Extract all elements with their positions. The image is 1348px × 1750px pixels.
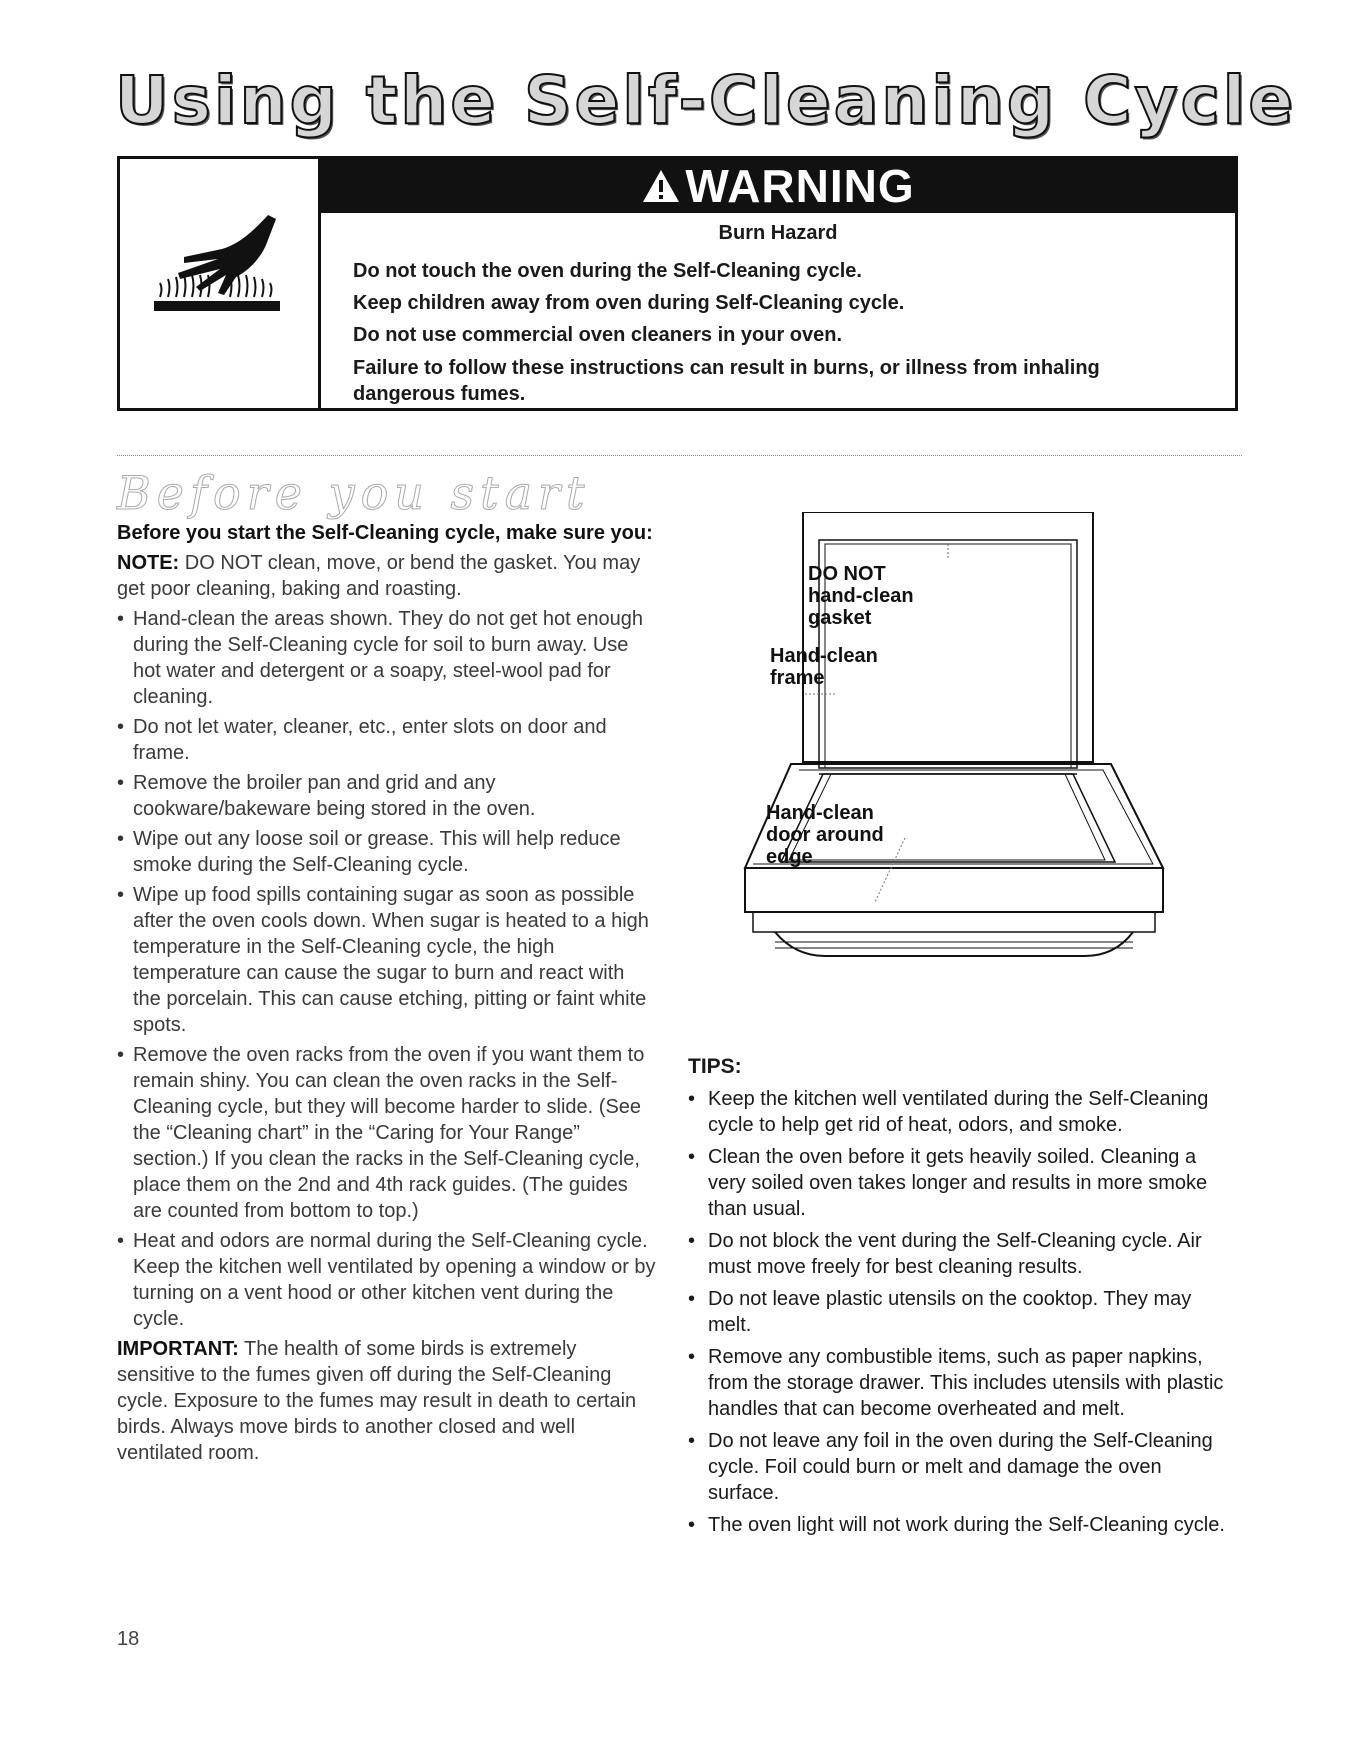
list-item: • Clean the oven before it gets heavily soiled. Cleaning a very soiled oven takes longer and results in more smoke than usual.: [688, 1144, 1228, 1222]
label-door-line: edge: [766, 846, 813, 868]
list-item: • Wipe out any loose soil or grease. This will help reduce smoke during the Self-Cleaning cycle.: [117, 826, 657, 878]
section-heading: Before you start: [117, 466, 591, 520]
before-start-list: [117, 606, 657, 1332]
warning-header-text: WARNING: [685, 160, 915, 212]
label-frame-line: Hand-clean: [770, 645, 878, 667]
list-item: • Wipe up food spills containing sugar as soon as possible after the oven cools down. When sugar is heated to a high temperature in the Self-Cleaning cycle, the high temperature can cause the sugar to burn and react with the porcelain. This can cause etching, pitting or faint white spots.: [117, 882, 657, 1038]
warning-lines: [353, 255, 1205, 407]
label-do-not-line: gasket: [808, 607, 872, 629]
label-do-not-line: hand-clean: [808, 585, 914, 607]
label-frame-line: frame: [770, 667, 825, 689]
important-paragraph: [117, 1336, 657, 1466]
tips-title: TIPS:: [688, 1055, 742, 1078]
note-label: NOTE:: [117, 552, 180, 574]
warning-icon-cell: [120, 159, 321, 408]
important-text: The health of some birds is extremely sensitive to the fumes given off during the Self-Cleaning cycle. Exposure to the fumes may result in death to certain birds. Always move birds to another closed and well ventilated room.: [117, 1338, 637, 1464]
list-item: • Do not let water, cleaner, etc., enter slots on door and frame.: [117, 714, 657, 766]
note-text: DO NOT clean, move, or bend the gasket. You may get poor cleaning, baking and roasting.: [117, 552, 641, 600]
page-title: Using the Self-Cleaning Cycle: [115, 62, 1296, 139]
important-label: IMPORTANT:: [117, 1338, 239, 1360]
list-item: • Keep the kitchen well ventilated during the Self-Cleaning cycle to help get rid of heat, odors, and smoke.: [688, 1086, 1228, 1138]
note-paragraph: [117, 550, 657, 602]
warning-line: Keep children away from oven during Self-Cleaning cycle.: [353, 292, 905, 314]
list-item: • The oven light will not work during the Self-Cleaning cycle.: [688, 1512, 1228, 1538]
lead-text: Before you start the Self-Cleaning cycle, make sure you:: [117, 522, 653, 544]
list-item: • Remove the broiler pan and grid and any cookware/bakeware being stored in the oven.: [117, 770, 657, 822]
before-you-start-column: [117, 520, 657, 1470]
warning-box: [117, 156, 1238, 411]
tips-list: [688, 1086, 1228, 1544]
page-number: 18: [117, 1628, 140, 1650]
list-item: • Do not leave plastic utensils on the cooktop. They may melt.: [688, 1286, 1228, 1338]
warning-line: Do not use commercial oven cleaners in your oven.: [353, 324, 843, 346]
warning-header: [321, 159, 1235, 213]
list-item: • Do not block the vent during the Self-Cleaning cycle. Air must move freely for best cleaning results.: [688, 1228, 1228, 1280]
label-door-line: door around: [766, 824, 884, 846]
warning-line: Do not touch the oven during the Self-Cleaning cycle.: [353, 260, 862, 282]
warning-subtitle: Burn Hazard: [718, 222, 838, 244]
label-door-line: Hand-clean: [766, 802, 874, 824]
warning-triangle-icon: [641, 168, 681, 204]
list-item: • Do not leave any foil in the oven during the Self-Cleaning cycle. Foil could burn or melt and damage the oven surface.: [688, 1428, 1228, 1506]
warning-line: Failure to follow these instructions can result in burns, or illness from inhaling dangerous fumes.: [353, 357, 1100, 405]
label-do-not-line: DO NOT: [808, 563, 886, 585]
hot-surface-hand-icon: [140, 211, 300, 321]
section-divider: [117, 455, 1242, 456]
list-item: • Heat and odors are normal during the Self-Cleaning cycle. Keep the kitchen well ventilated by opening a window or by turning on a vent hood or other kitchen vent during the cycle.: [117, 1228, 657, 1332]
list-item: • Hand-clean the areas shown. They do not get hot enough during the Self-Cleaning cycle for soil to burn away. Use hot water and detergent or a soapy, steel-wool pad for cleaning.: [117, 606, 657, 710]
list-item: • Remove any combustible items, such as paper napkins, from the storage drawer. This includes utensils with plastic handles that can become overheated and melt.: [688, 1344, 1228, 1422]
oven-cleaning-diagram: [735, 512, 1175, 1022]
list-item: • Remove the oven racks from the oven if you want them to remain shiny. You can clean the oven racks in the Self-Cleaning cycle, but they will become harder to slide. (See the “Cleaning chart” in the “Caring for Your Range” section.) If you clean the racks in the Self-Cleaning cycle, place them on the 2nd and 4th rack guides. (The guides are counted from bottom to top.): [117, 1042, 657, 1224]
